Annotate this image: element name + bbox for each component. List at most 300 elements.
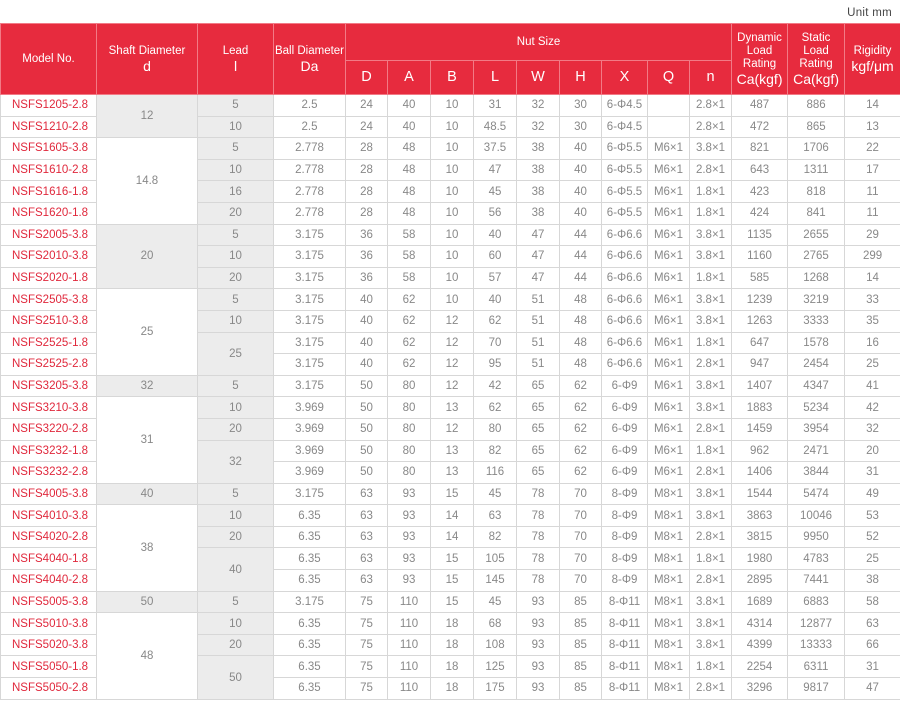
lead-cell: 32 [198,440,274,483]
cell-n: 3.8×1 [690,289,732,311]
cell-h: 70 [560,548,602,570]
header-nut-d: D [346,61,388,95]
cell-n: 1.8×1 [690,548,732,570]
cell-h: 40 [560,159,602,181]
cell-x: 6-Φ6.6 [602,310,648,332]
cell-x: 8-Φ11 [602,634,648,656]
cell-a: 93 [388,570,431,592]
header-nut-x: X [602,61,648,95]
cell-a: 110 [388,678,431,700]
cell-a: 110 [388,613,431,635]
model-number: NSFS2020-1.8 [1,267,97,289]
cell-rig: 53 [845,505,900,527]
model-number: NSFS1616-1.8 [1,181,97,203]
model-number: NSFS1210-2.8 [1,116,97,138]
model-number: NSFS4020-2.8 [1,526,97,548]
cell-a: 80 [388,462,431,484]
cell-da: 2.5 [274,116,346,138]
cell-b: 10 [431,181,474,203]
cell-sta: 1268 [788,267,845,289]
cell-h: 48 [560,289,602,311]
cell-q: M6×1 [648,246,690,268]
cell-rig: 32 [845,418,900,440]
model-number: NSFS2510-3.8 [1,310,97,332]
cell-w: 32 [517,116,560,138]
cell-rig: 63 [845,613,900,635]
cell-l: 175 [474,678,517,700]
header-nut-b: B [431,61,474,95]
cell-q: M8×1 [648,613,690,635]
cell-rig: 20 [845,440,900,462]
cell-dyn: 1160 [732,246,788,268]
cell-n: 3.8×1 [690,634,732,656]
cell-b: 15 [431,548,474,570]
cell-dyn: 1459 [732,418,788,440]
cell-n: 2.8×1 [690,95,732,117]
cell-l: 125 [474,656,517,678]
cell-x: 6-Φ6.6 [602,289,648,311]
cell-h: 44 [560,267,602,289]
model-number: NSFS4005-3.8 [1,483,97,505]
cell-d: 50 [346,375,388,397]
cell-d: 63 [346,548,388,570]
cell-sta: 865 [788,116,845,138]
header-nut-n: n [690,61,732,95]
table-row [1,505,900,527]
cell-sta: 4783 [788,548,845,570]
cell-dyn: 3296 [732,678,788,700]
cell-dyn: 1980 [732,548,788,570]
cell-da: 2.778 [274,202,346,224]
cell-d: 63 [346,570,388,592]
cell-x: 6-Φ9 [602,418,648,440]
cell-dyn: 1239 [732,289,788,311]
cell-da: 2.5 [274,95,346,117]
cell-w: 38 [517,202,560,224]
cell-sta: 13333 [788,634,845,656]
cell-q: M8×1 [648,483,690,505]
cell-rig: 52 [845,526,900,548]
cell-da: 6.35 [274,548,346,570]
cell-h: 85 [560,591,602,613]
cell-b: 12 [431,310,474,332]
lead-cell: 25 [198,332,274,375]
cell-a: 48 [388,138,431,160]
cell-l: 105 [474,548,517,570]
cell-h: 62 [560,462,602,484]
cell-w: 78 [517,483,560,505]
cell-q: M6×1 [648,462,690,484]
cell-n: 2.8×1 [690,354,732,376]
lead-cell: 10 [198,116,274,138]
cell-q: M8×1 [648,591,690,613]
cell-x: 6-Φ5.5 [602,202,648,224]
cell-sta: 4347 [788,375,845,397]
header-nut-a: A [388,61,431,95]
cell-sta: 841 [788,202,845,224]
cell-d: 50 [346,397,388,419]
lead-cell: 20 [198,526,274,548]
cell-rig: 13 [845,116,900,138]
cell-sta: 5474 [788,483,845,505]
cell-da: 3.175 [274,591,346,613]
cell-b: 14 [431,526,474,548]
cell-x: 8-Φ9 [602,526,648,548]
cell-da: 6.35 [274,634,346,656]
cell-x: 6-Φ6.6 [602,246,648,268]
model-number: NSFS4040-1.8 [1,548,97,570]
cell-l: 60 [474,246,517,268]
lead-cell: 5 [198,138,274,160]
cell-sta: 7441 [788,570,845,592]
lead-cell: 5 [198,591,274,613]
cell-a: 48 [388,202,431,224]
cell-d: 24 [346,116,388,138]
model-number: NSFS5050-1.8 [1,656,97,678]
cell-d: 24 [346,95,388,117]
cell-rig: 35 [845,310,900,332]
cell-q: M6×1 [648,202,690,224]
model-number: NSFS1205-2.8 [1,95,97,117]
cell-sta: 3954 [788,418,845,440]
model-number: NSFS2010-3.8 [1,246,97,268]
cell-l: 45 [474,591,517,613]
cell-n: 1.8×1 [690,181,732,203]
cell-b: 15 [431,483,474,505]
cell-q [648,95,690,117]
header-nut-q: Q [648,61,690,95]
cell-x: 8-Φ11 [602,613,648,635]
cell-w: 32 [517,95,560,117]
cell-dyn: 585 [732,267,788,289]
shaft-diameter-cell: 48 [97,613,198,699]
cell-sta: 6883 [788,591,845,613]
cell-n: 3.8×1 [690,613,732,635]
cell-dyn: 1135 [732,224,788,246]
cell-h: 40 [560,202,602,224]
cell-n: 2.8×1 [690,116,732,138]
cell-w: 38 [517,181,560,203]
shaft-diameter-cell: 14.8 [97,138,198,224]
cell-da: 3.969 [274,462,346,484]
cell-b: 10 [431,246,474,268]
cell-w: 65 [517,440,560,462]
cell-w: 51 [517,332,560,354]
cell-rig: 29 [845,224,900,246]
cell-w: 51 [517,354,560,376]
model-number: NSFS1610-2.8 [1,159,97,181]
lead-cell: 5 [198,95,274,117]
cell-a: 62 [388,310,431,332]
cell-w: 47 [517,267,560,289]
lead-cell: 20 [198,634,274,656]
shaft-diameter-cell: 40 [97,483,198,505]
cell-n: 3.8×1 [690,397,732,419]
cell-d: 28 [346,138,388,160]
cell-d: 75 [346,656,388,678]
table-row [1,483,900,505]
cell-dyn: 643 [732,159,788,181]
cell-dyn: 821 [732,138,788,160]
cell-b: 15 [431,591,474,613]
cell-x: 8-Φ9 [602,570,648,592]
model-number: NSFS5005-3.8 [1,591,97,613]
cell-b: 14 [431,505,474,527]
cell-sta: 2471 [788,440,845,462]
shaft-diameter-cell: 12 [97,95,198,138]
cell-w: 47 [517,224,560,246]
cell-rig: 11 [845,202,900,224]
cell-d: 50 [346,418,388,440]
cell-sta: 1706 [788,138,845,160]
cell-l: 31 [474,95,517,117]
cell-da: 2.778 [274,181,346,203]
cell-l: 80 [474,418,517,440]
cell-w: 78 [517,570,560,592]
model-number: NSFS3232-1.8 [1,440,97,462]
cell-h: 48 [560,332,602,354]
cell-d: 40 [346,310,388,332]
cell-sta: 3844 [788,462,845,484]
cell-rig: 66 [845,634,900,656]
cell-da: 6.35 [274,505,346,527]
cell-da: 3.175 [274,332,346,354]
cell-x: 6-Φ6.6 [602,267,648,289]
table-row [1,138,900,160]
cell-l: 82 [474,440,517,462]
lead-cell: 20 [198,202,274,224]
cell-w: 38 [517,159,560,181]
lead-cell: 10 [198,310,274,332]
cell-dyn: 1689 [732,591,788,613]
cell-w: 78 [517,505,560,527]
cell-da: 6.35 [274,678,346,700]
cell-a: 58 [388,246,431,268]
cell-sta: 818 [788,181,845,203]
ball-screw-spec-table [0,23,900,700]
header-dynamic-load: Dynamic Load Rating Ca(kgf) [732,24,788,95]
model-number: NSFS3205-3.8 [1,375,97,397]
cell-dyn: 4399 [732,634,788,656]
cell-q: M6×1 [648,224,690,246]
cell-a: 110 [388,656,431,678]
model-number: NSFS2525-1.8 [1,332,97,354]
cell-a: 93 [388,548,431,570]
cell-l: 145 [474,570,517,592]
cell-a: 80 [388,440,431,462]
table-row [1,289,900,311]
cell-q [648,116,690,138]
cell-n: 1.8×1 [690,267,732,289]
cell-w: 65 [517,375,560,397]
model-number: NSFS5010-3.8 [1,613,97,635]
cell-rig: 11 [845,181,900,203]
cell-h: 85 [560,678,602,700]
cell-a: 93 [388,505,431,527]
cell-w: 65 [517,462,560,484]
cell-x: 6-Φ5.5 [602,159,648,181]
cell-q: M8×1 [648,634,690,656]
shaft-diameter-cell: 38 [97,505,198,591]
header-nut-l: L [474,61,517,95]
cell-da: 2.778 [274,159,346,181]
cell-da: 6.35 [274,613,346,635]
lead-cell: 20 [198,418,274,440]
cell-sta: 3333 [788,310,845,332]
lead-cell: 10 [198,246,274,268]
cell-sta: 12877 [788,613,845,635]
cell-x: 8-Φ9 [602,505,648,527]
cell-q: M8×1 [648,570,690,592]
cell-d: 28 [346,159,388,181]
cell-h: 40 [560,181,602,203]
shaft-diameter-cell: 20 [97,224,198,289]
cell-h: 40 [560,138,602,160]
cell-l: 48.5 [474,116,517,138]
cell-a: 62 [388,354,431,376]
cell-a: 80 [388,397,431,419]
cell-rig: 16 [845,332,900,354]
cell-h: 70 [560,483,602,505]
cell-n: 2.8×1 [690,159,732,181]
cell-b: 10 [431,224,474,246]
cell-b: 18 [431,613,474,635]
cell-n: 2.8×1 [690,418,732,440]
cell-q: M6×1 [648,440,690,462]
cell-dyn: 472 [732,116,788,138]
cell-rig: 17 [845,159,900,181]
cell-h: 62 [560,418,602,440]
cell-n: 2.8×1 [690,678,732,700]
cell-a: 80 [388,375,431,397]
cell-rig: 299 [845,246,900,268]
cell-x: 8-Φ11 [602,656,648,678]
cell-b: 10 [431,95,474,117]
cell-a: 48 [388,159,431,181]
header-ball-diameter: Ball Diameter Da [274,24,346,95]
cell-b: 10 [431,116,474,138]
cell-dyn: 3863 [732,505,788,527]
cell-w: 78 [517,526,560,548]
cell-sta: 1311 [788,159,845,181]
cell-q: M8×1 [648,678,690,700]
cell-n: 1.8×1 [690,202,732,224]
cell-b: 13 [431,397,474,419]
header-nut-w: W [517,61,560,95]
cell-n: 3.8×1 [690,505,732,527]
cell-w: 38 [517,138,560,160]
cell-l: 37.5 [474,138,517,160]
model-number: NSFS3210-3.8 [1,397,97,419]
lead-cell: 40 [198,548,274,591]
cell-w: 93 [517,656,560,678]
cell-d: 40 [346,332,388,354]
header-static-load: Static Load Rating Ca(kgf) [788,24,845,95]
model-number: NSFS4010-3.8 [1,505,97,527]
cell-b: 10 [431,159,474,181]
cell-a: 40 [388,116,431,138]
cell-d: 40 [346,289,388,311]
cell-n: 3.8×1 [690,591,732,613]
cell-sta: 9817 [788,678,845,700]
lead-cell: 10 [198,613,274,635]
cell-b: 10 [431,138,474,160]
cell-h: 44 [560,224,602,246]
cell-l: 62 [474,397,517,419]
cell-b: 13 [431,440,474,462]
cell-d: 63 [346,526,388,548]
cell-sta: 2765 [788,246,845,268]
table-row [1,95,900,117]
cell-a: 93 [388,526,431,548]
cell-w: 93 [517,613,560,635]
cell-l: 47 [474,159,517,181]
cell-d: 40 [346,354,388,376]
table-body [1,95,900,700]
header-nut-h: H [560,61,602,95]
cell-d: 28 [346,181,388,203]
cell-d: 75 [346,678,388,700]
cell-l: 95 [474,354,517,376]
cell-da: 3.175 [274,310,346,332]
cell-n: 2.8×1 [690,570,732,592]
cell-w: 65 [517,397,560,419]
cell-da: 3.175 [274,246,346,268]
cell-d: 75 [346,634,388,656]
cell-rig: 38 [845,570,900,592]
cell-n: 3.8×1 [690,138,732,160]
cell-x: 6-Φ9 [602,462,648,484]
cell-x: 6-Φ4.5 [602,95,648,117]
lead-cell: 5 [198,289,274,311]
cell-q: M6×1 [648,375,690,397]
cell-dyn: 1407 [732,375,788,397]
cell-q: M6×1 [648,310,690,332]
cell-rig: 14 [845,95,900,117]
cell-rig: 22 [845,138,900,160]
cell-h: 70 [560,570,602,592]
lead-cell: 5 [198,375,274,397]
cell-b: 10 [431,202,474,224]
cell-sta: 886 [788,95,845,117]
header-model: Model No. [1,24,97,95]
cell-n: 1.8×1 [690,656,732,678]
cell-n: 3.8×1 [690,483,732,505]
cell-da: 6.35 [274,526,346,548]
cell-dyn: 2254 [732,656,788,678]
table-row [1,224,900,246]
cell-q: M6×1 [648,289,690,311]
cell-sta: 2454 [788,354,845,376]
header-lead: Lead l [198,24,274,95]
cell-a: 58 [388,267,431,289]
cell-da: 2.778 [274,138,346,160]
cell-n: 3.8×1 [690,375,732,397]
cell-q: M6×1 [648,159,690,181]
cell-b: 12 [431,375,474,397]
cell-a: 40 [388,95,431,117]
cell-w: 93 [517,591,560,613]
cell-h: 62 [560,440,602,462]
cell-rig: 42 [845,397,900,419]
cell-a: 48 [388,181,431,203]
cell-a: 58 [388,224,431,246]
cell-n: 2.8×1 [690,462,732,484]
cell-da: 3.969 [274,440,346,462]
cell-b: 10 [431,289,474,311]
cell-dyn: 1883 [732,397,788,419]
header-shaft-diameter: Shaft Diameter d [97,24,198,95]
